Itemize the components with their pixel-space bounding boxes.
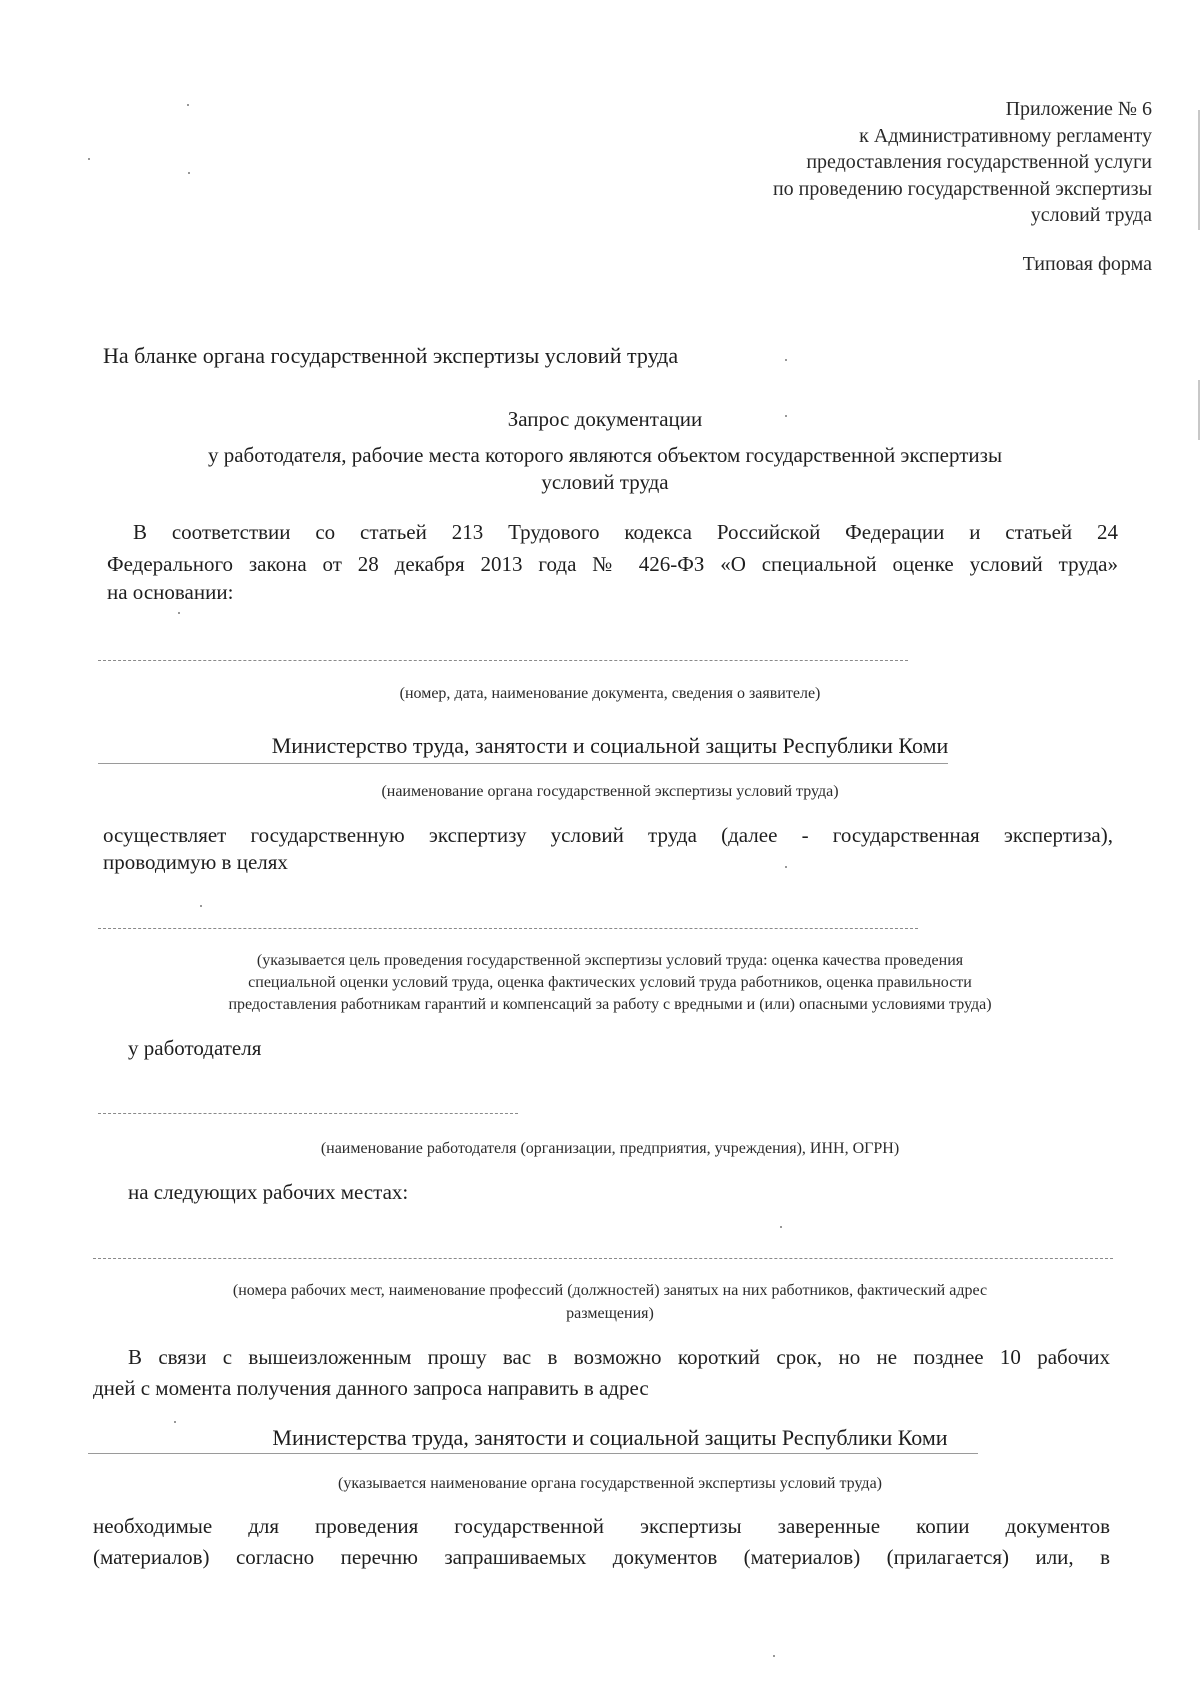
- workplaces-blank-line: [93, 1258, 1113, 1259]
- scan-speck: [200, 905, 202, 907]
- workplaces-caption-1: (номера рабочих мест, наименование профессий (должностей) занятых на них работников, фактический адрес: [232, 1282, 988, 1299]
- document-subtitle: у работодателя, рабочие места которого являются объектом государственной экспертизы: [207, 443, 1003, 467]
- appendix-number: Приложение № 6: [1005, 98, 1152, 120]
- scan-speck: [187, 104, 189, 106]
- letterhead-note: На бланке органа государственной экспертизы условий труда: [103, 343, 679, 368]
- scan-speck: [773, 1655, 775, 1657]
- closing-line-2: (материалов) согласно перечню запрашиваемых документов (материалов) (прилагается) или, в: [93, 1545, 1110, 1569]
- scan-speck: [780, 1226, 782, 1228]
- authority-caption: (наименование органа государственной экспертизы условий труда): [381, 783, 839, 800]
- purpose-line-1: осуществляет государственную экспертизу условий труда (далее - государственная экспертиза),: [103, 823, 1113, 847]
- employer-blank-line: [98, 1113, 518, 1114]
- basis-caption: (номер, дата, наименование документа, сведения о заявителе): [399, 685, 821, 702]
- document-title: Запрос документации: [507, 407, 703, 431]
- purpose-blank-line: [98, 928, 918, 929]
- intro-line-3: на основании:: [107, 580, 234, 604]
- purpose-caption-1: (указывается цель проведения государственной экспертизы условий труда: оценка качества проведения: [256, 952, 964, 969]
- authority-name: Министерство труда, занятости и социальной защиты Республики Коми: [271, 733, 949, 758]
- appendix-regulation: к Административному регламенту: [859, 124, 1152, 147]
- authority-line: [98, 763, 948, 764]
- closing-line-1: необходимые для проведения государственной экспертизы заверенные копии документов: [93, 1514, 1110, 1538]
- ministry-name: Министерства труда, занятости и социальной защиты Республики Коми: [272, 1425, 948, 1450]
- appendix-header: [773, 96, 1152, 277]
- appendix-conditions: условий труда: [1030, 204, 1152, 226]
- employer-label: у работодателя: [128, 1036, 262, 1060]
- purpose-caption-2: специальной оценки условий труда, оценка фактических условий труда работников, оценка правильности: [248, 974, 972, 991]
- scan-speck: [188, 172, 190, 174]
- appendix-service: предоставления государственной услуги: [806, 151, 1152, 173]
- request-line-1: В связи с вышеизложенным прошу вас в возможно короткий срок, но не позднее 10 рабочих: [128, 1345, 1110, 1369]
- intro-line-2: Федерального закона от 28 декабря 2013 года № 426-ФЗ «О специальной оценке условий труда»: [107, 552, 1118, 576]
- workplaces-label: на следующих рабочих местах:: [128, 1180, 409, 1204]
- scan-speck: [785, 866, 787, 868]
- scan-speck: [174, 1421, 176, 1423]
- workplaces-caption-2: размещения): [566, 1305, 654, 1322]
- appendix-expertise: по проведению государственной экспертизы: [772, 177, 1152, 200]
- request-line-2: дней с момента получения данного запроса направить в адрес: [93, 1376, 649, 1400]
- basis-blank-line: [98, 660, 908, 661]
- purpose-caption-3: предоставления работникам гарантий и компенсаций за работу с вредными и (или) опасными условиями труда): [228, 996, 992, 1013]
- scan-speck: [785, 359, 787, 361]
- ministry-line: [88, 1453, 978, 1454]
- form-type: Типовая форма: [1022, 252, 1152, 275]
- employer-caption: (наименование работодателя (организации, предприятия, учреждения), ИНН, ОГРН): [320, 1140, 900, 1157]
- purpose-line-2: проводимую в целях: [103, 850, 288, 874]
- scan-speck: [88, 158, 90, 160]
- intro-line-1: В соответствии со статьей 213 Трудового кодекса Российской Федерации и статьей 24: [133, 520, 1118, 544]
- document-subtitle-end: условий труда: [541, 470, 669, 494]
- scan-speck: [178, 612, 180, 614]
- ministry-caption: (указывается наименование органа государственной экспертизы условий труда): [338, 1475, 882, 1492]
